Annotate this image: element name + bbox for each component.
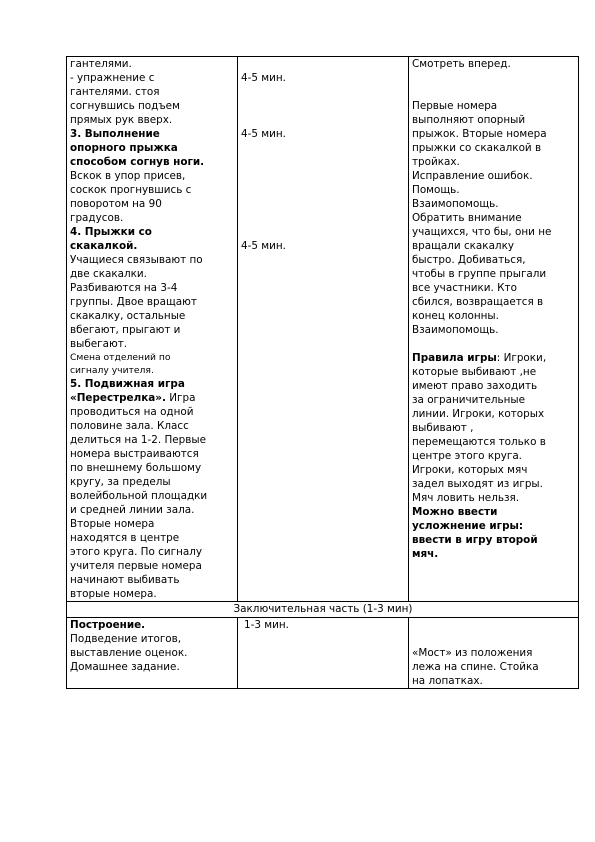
spacer — [412, 337, 576, 351]
text-line: сигналу учителя. — [70, 365, 154, 376]
text-line: Взаимопомощь. — [412, 324, 499, 336]
spacer — [241, 197, 406, 225]
text-fragment: Игра — [165, 392, 196, 404]
text-line: все участники. Кто — [412, 282, 517, 294]
exercise-heading: 5. Подвижная игра — [70, 378, 185, 390]
text-line: быстро. Добиваться, — [412, 254, 526, 266]
text-line: Домашнее задание. — [70, 661, 180, 673]
text-line: поворотом на 90 — [70, 198, 162, 210]
text-line: прыжок. Вторые номера — [412, 128, 547, 140]
duration-text: 4-5 мин. — [241, 240, 286, 252]
text-line: учащихся, что бы, они не — [412, 226, 552, 238]
text-line: линии. Игроки, которых — [412, 408, 545, 420]
spacer — [241, 113, 406, 127]
final-part-header-row — [67, 602, 579, 618]
text-line: проводиться на одной — [70, 406, 194, 418]
text-line: и средней линии зала. — [70, 504, 195, 516]
spacer — [241, 225, 406, 239]
final-notes-cell — [409, 618, 579, 689]
text-line: Смотреть вперед. — [412, 58, 511, 70]
text-line: конец колонны. — [412, 310, 499, 322]
exercise-heading: 4. Прыжки со — [70, 226, 152, 238]
spacer — [412, 618, 576, 632]
text-line: сбился, возвращается в — [412, 296, 544, 308]
main-part-row — [67, 57, 579, 602]
text-line: вторые номера. — [70, 588, 157, 600]
text-line: за ограничительные — [412, 394, 526, 406]
rules-heading: Правила игры — [412, 352, 497, 364]
methodical-notes-cell — [409, 57, 579, 602]
exercise-content-cell — [67, 57, 238, 602]
complication-text: мяч. — [412, 548, 439, 560]
text-line: учителя первые номера — [70, 560, 202, 572]
text-line: прямых рук вверх. — [70, 114, 173, 126]
text-line: скакалку, остальные — [70, 310, 186, 322]
text-line: группы. Двое вращают — [70, 296, 197, 308]
text-line: согнувшись подъем — [70, 100, 180, 112]
text-line: выполняют опорный — [412, 114, 526, 126]
duration-cell — [238, 57, 409, 602]
text-line: центре этого круга. — [412, 450, 522, 462]
text-line: которые выбивают ,не — [412, 366, 537, 378]
text-line: Подведение итогов, — [70, 633, 182, 645]
text-line: перемещаются только в — [412, 436, 546, 448]
text-line: начинают выбивать — [70, 574, 180, 586]
text-line: чтобы в группе прыгали — [412, 268, 547, 280]
text-line: выбивают , — [412, 422, 474, 434]
final-duration-cell — [238, 618, 409, 689]
text-line: волейбольной площадки — [70, 490, 208, 502]
text-line: на лопатках. — [412, 675, 483, 687]
text-line: вращали скакалку — [412, 240, 515, 252]
text-fragment: : Игроки, — [496, 352, 547, 364]
exercise-heading: скакалкой. — [70, 240, 138, 252]
text-line: Первые номера — [412, 100, 498, 112]
final-part-row — [67, 618, 579, 689]
text-line: соскок прогнувшись с — [70, 184, 192, 196]
spacer — [241, 57, 406, 71]
text-line: задел выходят из игры. — [412, 478, 543, 490]
spacer — [241, 85, 406, 113]
text-line: кругу, за пределы — [70, 476, 171, 488]
complication-text: ввести в игру второй — [412, 534, 538, 546]
text-line: тройках. — [412, 156, 460, 168]
spacer — [412, 632, 576, 646]
text-line: гантелями. стоя — [70, 86, 160, 98]
text-line: Помощь. — [412, 184, 460, 196]
text-line: Мяч ловить нельзя. — [412, 492, 520, 504]
text-line: имеют право заходить — [412, 380, 538, 392]
spacer — [241, 141, 406, 169]
spacer — [241, 169, 406, 197]
text-line: номера выстраиваются — [70, 448, 199, 460]
duration-text: 4-5 мин. — [241, 128, 286, 140]
text-line: половине зала. Класс — [70, 420, 189, 432]
text-line: выбегают. — [70, 338, 128, 350]
exercise-heading: 3. Выполнение — [70, 128, 160, 140]
text-line: Обратить внимание — [412, 212, 522, 224]
text-line: делиться на 1-2. Первые — [70, 434, 206, 446]
duration-text: 4-5 мин. — [241, 72, 286, 84]
text-line: вбегают, прыгают и — [70, 324, 181, 336]
text-line: Разбиваются на 3-4 — [70, 282, 178, 294]
text-line: выставление оценок. — [70, 647, 188, 659]
text-line: этого круга. По сигналу — [70, 546, 203, 558]
text-line: Вскок в упор присев, — [70, 170, 186, 182]
exercise-heading: способом согнув ноги. — [70, 156, 205, 168]
text-line: лежа на спине. Стойка — [412, 661, 539, 673]
text-line: «Мост» из положения — [412, 647, 533, 659]
text-line: Исправление ошибок. — [412, 170, 533, 182]
text-line: Вторые номера — [70, 518, 155, 530]
exercise-heading: опорного прыжка — [70, 142, 178, 154]
final-heading: Построение. — [70, 619, 146, 631]
final-content-cell — [67, 618, 238, 689]
complication-text: Можно ввести — [412, 506, 498, 518]
game-title: «Перестрелка». — [70, 392, 166, 404]
lesson-plan-table — [66, 56, 579, 689]
text-line: гантелями. — [70, 58, 132, 70]
text-line — [412, 351, 576, 365]
text-line: находятся в центре — [70, 532, 180, 544]
text-line: Учащиеся связывают по — [70, 254, 203, 266]
complication-text: усложнение игры: — [412, 520, 524, 532]
spacer — [412, 71, 576, 99]
text-line — [70, 391, 235, 405]
text-line: Взаимопомощь. — [412, 198, 499, 210]
text-line: Игроки, которых мяч — [412, 464, 528, 476]
section-title: Заключительная часть (1-3 мин) — [67, 602, 579, 618]
duration-text: 1-3 мин. — [244, 619, 289, 631]
text-line: по внешнему большому — [70, 462, 202, 474]
text-line: градусов. — [70, 212, 124, 224]
text-line: - упражнение с — [70, 72, 155, 84]
text-line: Смена отделений по — [70, 352, 171, 363]
text-line: две скакалки. — [70, 268, 147, 280]
text-line: прыжки со скакалкой в — [412, 142, 542, 154]
